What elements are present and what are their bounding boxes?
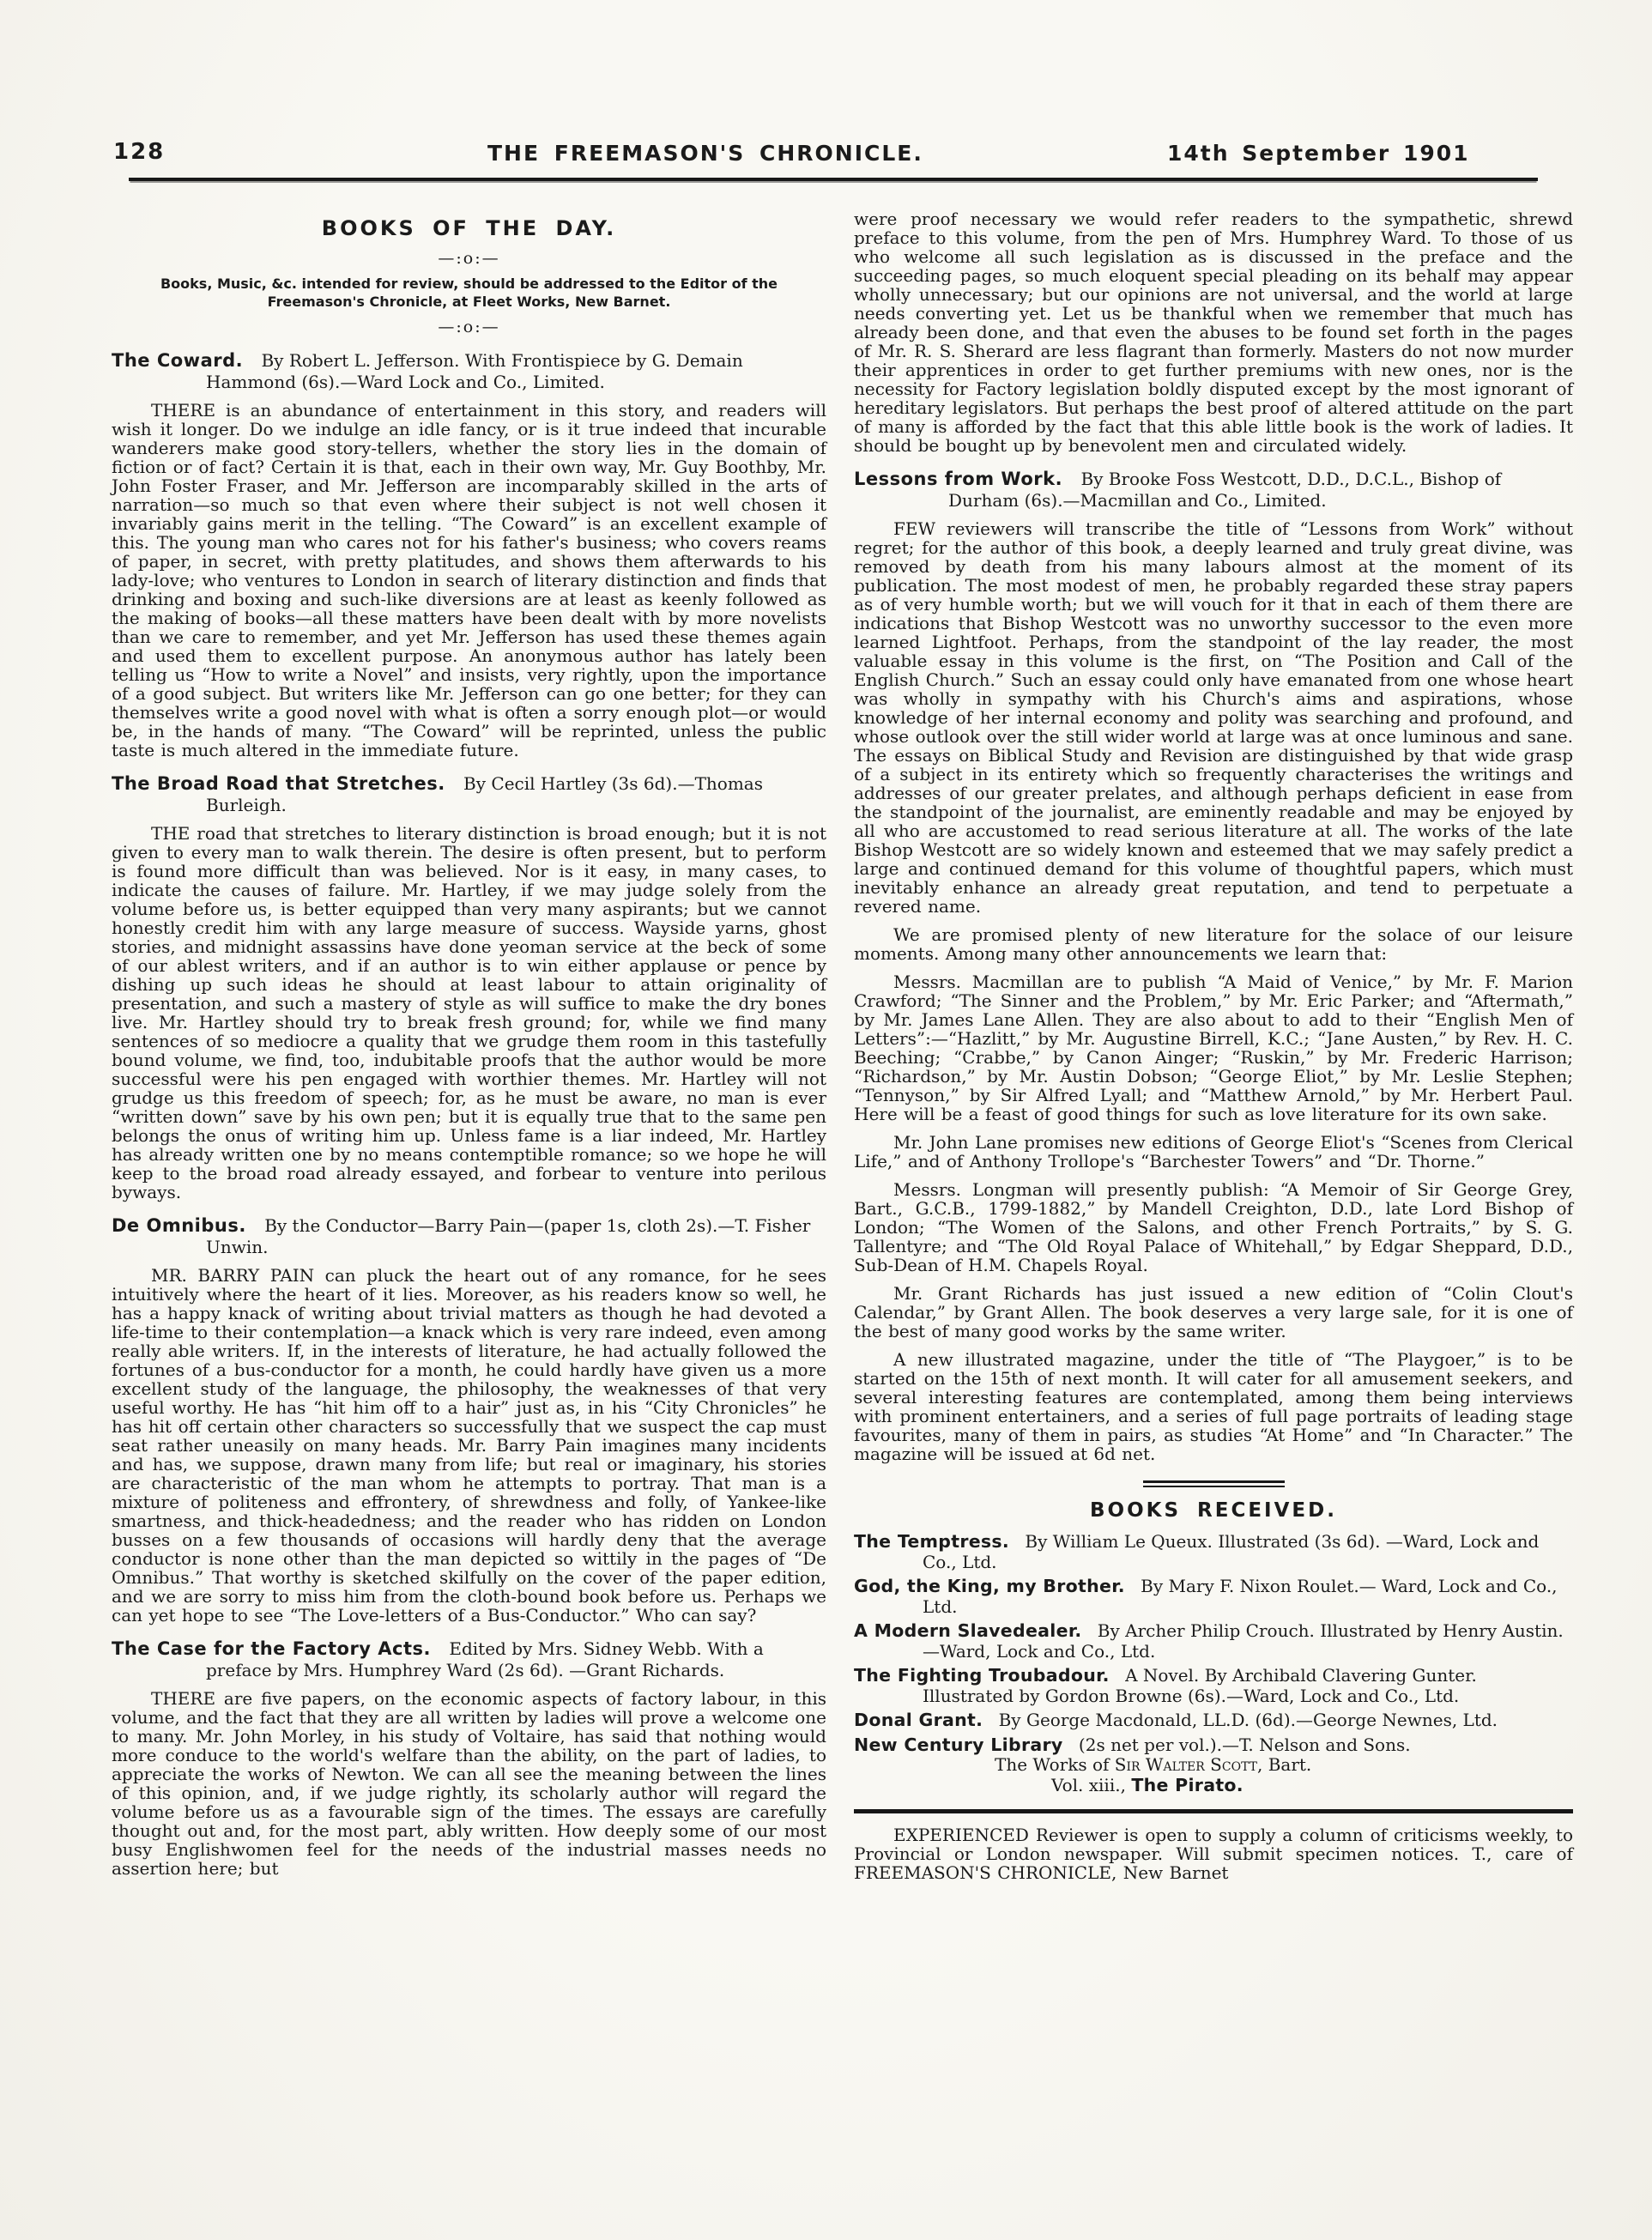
book-received-details: By Archer Philip Crouch. Illustrated by Henry Austin.—Ward, Lock and Co., Ltd. [923,1620,1564,1662]
announcement-playgoer-paragraph: A new illustrated magazine, under the title of “The Playgoer,” is to be started on the 15th of next month. It will cater for all amusement seekers, and several interesting features are contemplated, among them being interviews with prominent entertainers, and a series of full page portraits of leading stage favourites, many of them in pairs, as studies “At Home” and “In Character.” The magazine will be issued at 6d net. [854,1349,1573,1464]
review-heading [112,1215,826,1257]
review-body: FEW reviewers will transcribe the title of “Lessons from Work” without regret; for the author of this book, a deeply learned and truly great divine, was removed by death from his many labours almost at the moment of its publication. The most modest of men, he probably regarded these stray papers as of very humble worth; but we will vouch for it that in each of them there are indications that Bishop Westcott was no unworthy successor to the even more learned Lightfoot. Perhaps, from the standpoint of the lay reader, the most valuable essay in this volume is the first, on “The Position and Call of the English Church.” Such an essay could only have emanated from one whose heart was wholly in sympathy with his Church's aims and aspirations, whose knowledge of her internal economy and polity was searching and profound, and whose outlook over the still wider world at large was at once luminous and sane. The essays on Biblical Study and Revision are distinguished by that wide grasp of a subject in its entirety which so frequently characterises the writings and addresses of our greater prelates, and although perhaps deficient in ease from the standpoint of the journalist, are eminently readable and may be enjoyed by all who are accustomed to read serious literature at all. The works of the late Bishop Westcott are so widely known and esteemed that we may safely predict a large and continued demand for this volume of thoughtful papers, which must inevitably enhance an already great reputation, and tend to perpetuate a revered name. [854,518,1573,917]
review-heading [112,1638,826,1680]
review-byline: By Brooke Foss Westcott, D.D., D.C.L., Bishop of Durham (6s).—Macmillan and Co., Limited. [948,469,1502,511]
book-review-the-coward [112,350,826,760]
page-number: 128 [113,139,166,165]
review-book-title: The Broad Road that Stretches. [112,773,445,794]
review-heading [112,773,826,815]
book-received-item [854,1532,1573,1572]
article-columns [0,209,1652,1892]
book-review-broad-road [112,773,826,1202]
right-column [854,209,1573,1892]
book-review-lessons-from-work [854,469,1573,916]
book-received-title: A Modern Slavedealer. [854,1620,1082,1641]
book-review-de-omnibus [112,1215,826,1625]
book-received-item [854,1577,1573,1617]
book-received-title: The Temptress. [854,1531,1010,1552]
book-received-title: New Century Library [854,1734,1063,1755]
announcement-macmillan-paragraph: Messrs. Macmillan are to publish “A Maid of Venice,” by Mr. F. Marion Crawford; “The Sinner and the Problem,” by Mr. Eric Parker; and “Aftermath,” by Mr. James Lane Allen. They are also about to add to their “English Men of Letters”:—“Hazlitt,” by Mr. Augustine Birrell, K.C.; “Jane Austen,” by Rev. H. C. Beeching; “Crabbe,” by Canon Ainger; “Ruskin,” by Mr. Frederic Harrison; “Richardson,” by Mr. Austin Dobson; “George Eliot,” by Mr. Leslie Stephen; “Tennyson,” by Sir Alfred Lyall; and “Matthew Arnold,” by Mr. Herbert Paul. Here will be a feast of good things for such as love literature for its own sake. [854,972,1573,1124]
announcement-john-lane-paragraph: Mr. John Lane promises new editions of George Eliot's “Scenes from Clerical Life,” and of Anthony Trollope's “Barchester Towers” and “Dr. Thorne.” [854,1132,1573,1171]
ornament-divider-top: —:o:— [438,249,500,268]
announcement-intro-paragraph: We are promised plenty of new literature for the solace of our leisure moments. Among many other announcements we learn that: [854,924,1573,964]
section-heading-books-received: BOOKS RECEIVED. [1090,1499,1337,1522]
review-book-title: The Case for the Factory Acts. [112,1638,432,1659]
book-received-subline [995,1755,1573,1776]
review-byline: By Robert L. Jefferson. With Frontispiece by G. Demain Hammond (6s).—Ward Lock and Co., Limited. [206,350,743,392]
book-received-details: By Mary F. Nixon Roulet.— Ward, Lock and Co., Ltd. [923,1576,1558,1617]
book-received-item-new-century-library [854,1735,1573,1796]
journal-title: THE FREEMASON'S CHRONICLE. [487,141,923,166]
notice-line-2: Freemason's Chronicle, at Fleet Works, New Barnet. [267,294,671,310]
book-received-details: (2s net per vol.).—T. Nelson and Sons. [1078,1734,1411,1755]
review-heading [854,469,1573,511]
left-column [112,209,826,1892]
announcement-grant-richards-paragraph: Mr. Grant Richards has just issued a new edition of “Colin Clout's Calendar,” by Grant Allen. The book deserves a very large sale, for it is one of the best of many good works by the same writer. [854,1283,1573,1341]
classified-ad: EXPERIENCED Reviewer is open to supply a column of criticisms weekly, to Provincial or London newspaper. Will submit specimen notices. T., care of FREEMASON'S CHRONICLE, New Barnet [854,1825,1573,1883]
review-byline: By the Conductor—Barry Pain—(paper 1s, cloth 2s).—T. Fisher Unwin. [206,1215,811,1257]
classified-divider-rule [854,1809,1573,1813]
section-divider-rule [1143,1480,1285,1487]
header-rule [129,178,1538,181]
book-received-details: By William Le Queux. Illustrated (3s 6d). —Ward, Lock and Co., Ltd. [923,1531,1540,1572]
book-received-title: The Fighting Troubadour. [854,1665,1110,1686]
book-received-item [854,1666,1573,1706]
book-received-volume-line [1051,1776,1573,1796]
review-byline: By Cecil Hartley (3s 6d).—Thomas Burleigh. [206,773,763,815]
book-review-factory-acts [112,1638,826,1878]
review-book-title: De Omnibus. [112,1215,246,1236]
review-heading [112,350,826,392]
review-byline: Edited by Mrs. Sidney Webb. With a preface by Mrs. Humphrey Ward (2s 6d). —Grant Richards. [206,1638,764,1680]
ornament-divider-bottom: —:o:— [438,318,500,336]
book-received-title: Donal Grant. [854,1710,983,1730]
review-body: MR. BARRY PAIN can pluck the heart out of any romance, for he sees intuitively where the heart of it lies. Moreover, as his readers know so well, he has a happy knack of writing about trivial matters as though he had devoted a life-time to their contemplation—a knack which is very rare indeed, even among really able writers. If, in the interests of literature, he had actually followed the fortunes of a bus-conductor for a month, he could hardly have given us a more excellent study of the language, the philosophy, the weaknesses of that very useful worthy. He has “hit him off to a hair” just as, in his “City Chronicles” he has hit off certain other characters so successfully that we suspect the cap must seat rather uneasily on many heads. Mr. Barry Pain imagines many incidents and has, we suppose, drawn many from life; but real or imaginary, his stories are characteristic of the man whom he attempts to portray. That man is a mixture of politeness and effrontery, of shrewdness and folly, of Yankee-like smartness, and thick-headedness; and the reader who has ridden on London busses on a few thousands of occasions will hardly deny that the average conductor is none other than the man depicted so wittily in the pages of “De Omnibus.” That worthy is sketched skilfully on the cover of the paper edition, and we are sorry to miss him from the cloth-bound book before us. Perhaps we can yet hope to see “The Love-letters of a Bus-Conductor.” Who can say? [112,1265,826,1626]
book-received-item [854,1710,1573,1731]
review-body: THERE are five papers, on the economic aspects of factory labour, in this volume, and the fact that they are all written by ladies will prove a welcome one to many. Mr. John Morley, in his study of Voltaire, has said that nothing would more conduce to the world's welfare than the ability, on the part of ladies, to appreciate the works of Newton. We can all see the meaning between the lines of this opinion, and, if we judge rightly, its scholarly author will regard the volume before us as a favourable sign of the times. The essays are carefully thought out and, for the most part, ably written. How deeply some of our most busy Englishwomen feel for the needs of the industrial masses needs no assertion here; but [112,1688,826,1879]
subline-suffix: , Bart. [1257,1754,1312,1775]
continued-review-paragraph: were proof necessary we would refer readers to the sympathetic, shrewd preface to this volume, from the pen of Mrs. Humphrey Ward. To those of us who welcome all such legislation as is discussed in the preface and the succeeding pages, so much eloquent special pleading on its behalf may appear wholly unnecessary; but our opinions are not universal, and the world at large needs converting yet. Let us be thankful when we remember that much has already been done, and that even the abuses to be found set forth in the pages of Mr. R. S. Sherard are less flagrant than formerly. Masters do not now murder their apprentices in order to get further premiums with new ones, nor is the necessity for Factory legislation boldly disputed except by the most ignorant of hereditary legislators. But perhaps the best proof of altered attitude on the part of many is afforded by the fact that this able little book is the work of ladies. It should be bought up by benevolent men and circulated widely. [854,209,1573,456]
review-body: THE road that stretches to literary distinction is broad enough; but it is not given to every man to walk therein. The desire is often present, but to perform is found more difficult than was believed. Nor is it easy, in many cases, to indicate the causes of failure. Mr. Hartley, if we may judge solely from the volume before us, is better equipped than very many aspirants; but we cannot honestly credit him with any large measure of success. Wayside yarns, ghost stories, and midnight assassins have done yeoman service at the beck of some of our ablest writers, and if an author is to win either applause or pence by dishing up such ideas he should at least labour to attain originality of presentation, and such a mastery of style as will suffice to make the dry bones live. Mr. Hartley should try to break fresh ground; for, while we find many sentences of so mediocre a quality that we grudge them room in this tastefully bound volume, we find, too, indubitable proofs that the author would be more successful were his pen engaged with worthier themes. Mr. Hartley will not grudge us this freedom of speech; for, as he must be aware, no man is ever “written down” save by his own pen; but it is equally true that to the same pen belongs the onus of writing him up. Unless fame is a liar indeed, Mr. Hartley has already written one by no means contemptible romance; so we hope he will keep to the broad road already essayed, and forbear to venture into perilous byways. [112,823,826,1202]
book-received-details: By George Macdonald, LL.D. (6d).—George Newnes, Ltd. [998,1710,1498,1730]
announcement-longman-paragraph: Messrs. Longman will presently publish: “A Memoir of Sir George Grey, Bart., G.C.B., 1799-1882,” by Mandell Creighton, D.D., late Lord Bishop of London; “The Women of the Salons, and other French Portraits,” by S. G. Tallentyre; and “The Old Royal Palace of Whitehall,” by Edgar Sheppard, D.D., Sub-Dean of H.M. Chapels Royal. [854,1179,1573,1275]
review-submission-notice [120,275,818,311]
issue-date: 14th September 1901 [1167,141,1470,166]
volume-prefix: Vol. xiii., [1051,1774,1132,1795]
section-heading-books-of-the-day: BOOKS OF THE DAY. [321,216,617,240]
book-received-details: A Novel. By Archibald Clavering Gunter. Illustrated by Gordon Browne (6s).—Ward, Lock and Co., Ltd. [923,1665,1477,1706]
subline-prefix: The Works of [995,1754,1115,1775]
review-body: THERE is an abundance of entertainment in this story, and readers will wish it longer. Do we indulge an idle fancy, or is it true indeed that incurable wanderers make good story-tellers, whether the story lies in the domain of fiction or of fact? Certain it is that, each in their own way, Mr. Guy Boothby, Mr. John Foster Fraser, and Mr. Jefferson are incomparably skilled in the arts of narration—so much so that even where their subject is not well chosen it invariably gains merit in the telling. “The Coward” is an excellent example of this. The young man who cares not for his father's business; who covers reams of paper, in secret, with pretty platitudes, and shows them afterwards to his lady-love; who ventures to London in search of literary distinction and finds that drinking and boxing and such-like diversions are at least as keenly followed as the making of books—all these matters have been dealt with by more novelists than we care to remember, and yet Mr. Jefferson has used these themes again and used them to excellent purpose. An anonymous author has lately been telling us “How to write a Novel” and insists, very rightly, upon the importance of a good subject. But writers like Mr. Jefferson can go one better; for they can themselves write a good novel with what is often a sorry enough plot—or would be, in the hands of many. “The Coward” will be reprinted, unless the public taste is much altered in the immediate future. [112,400,826,760]
book-received-item [854,1621,1573,1662]
author-name-smallcaps: Sir Walter Scott [1114,1754,1257,1775]
page-header [0,0,1652,209]
notice-line-1: Books, Music, &c. intended for review, should be addressed to the Editor of the [160,275,778,292]
volume-title: The Pirato. [1131,1774,1244,1795]
review-book-title: The Coward. [112,350,244,371]
review-book-title: Lessons from Work. [854,469,1063,489]
book-received-title: God, the King, my Brother. [854,1576,1125,1596]
